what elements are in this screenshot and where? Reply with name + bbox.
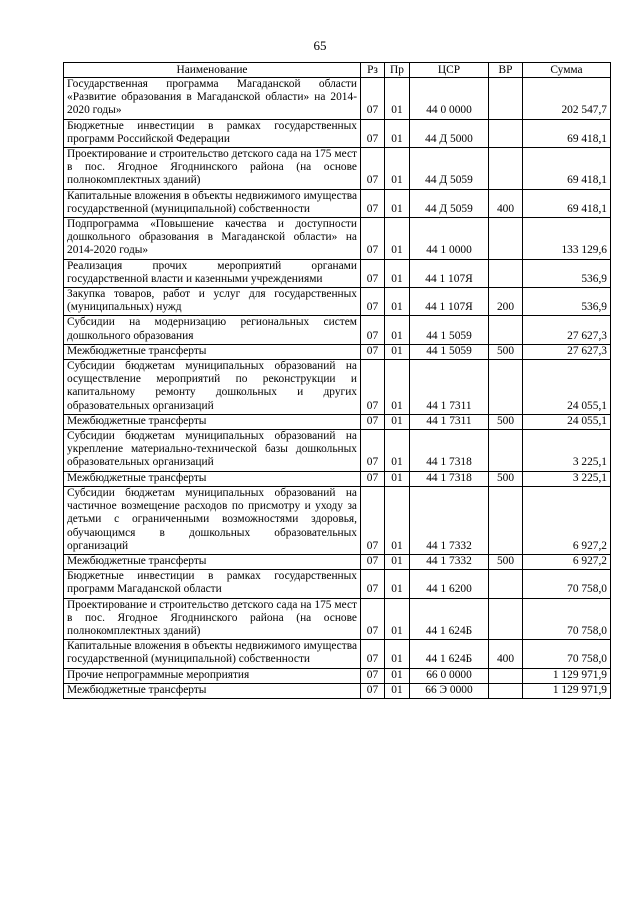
cell-csr: 44 1 6200: [410, 570, 489, 598]
cell-pr: 01: [385, 316, 410, 344]
cell-sum: 6 927,2: [523, 486, 611, 554]
cell-pr: 01: [385, 119, 410, 147]
cell-name: Бюджетные инвестиции в рамках государственных программ Магаданской области: [64, 570, 361, 598]
cell-vr: [489, 148, 523, 190]
cell-vr: [489, 486, 523, 554]
table-row: [64, 316, 611, 344]
cell-rz: 07: [361, 78, 385, 120]
table-row: [64, 570, 611, 598]
cell-sum: 69 418,1: [523, 189, 611, 217]
cell-pr: 01: [385, 189, 410, 217]
cell-sum: 133 129,6: [523, 218, 611, 260]
cell-name: Реализация прочих мероприятий органами государственной власти и казенными учреждениями: [64, 259, 361, 287]
page-number: 65: [313, 38, 327, 53]
cell-rz: 07: [361, 218, 385, 260]
cell-rz: 07: [361, 430, 385, 472]
cell-sum: 24 055,1: [523, 360, 611, 415]
cell-rz: 07: [361, 344, 385, 359]
cell-pr: 01: [385, 554, 410, 569]
table-row: [64, 344, 611, 359]
cell-sum: 69 418,1: [523, 119, 611, 147]
cell-name: Прочие непрограммные мероприятия: [64, 668, 361, 683]
cell-vr: [489, 78, 523, 120]
table-row: [64, 259, 611, 287]
table-row: [64, 486, 611, 554]
cell-rz: 07: [361, 570, 385, 598]
cell-pr: 01: [385, 78, 410, 120]
cell-vr: 500: [489, 414, 523, 429]
cell-csr: 44 1 0000: [410, 218, 489, 260]
cell-sum: 6 927,2: [523, 554, 611, 569]
cell-vr: [489, 119, 523, 147]
cell-pr: 01: [385, 471, 410, 486]
cell-pr: 01: [385, 414, 410, 429]
cell-name: Субсидии на модернизацию региональных систем дошкольного образования: [64, 316, 361, 344]
table-row: [64, 668, 611, 683]
cell-sum: 69 418,1: [523, 148, 611, 190]
cell-name: Закупка товаров, работ и услуг для государственных (муниципальных) нужд: [64, 288, 361, 316]
cell-pr: 01: [385, 486, 410, 554]
cell-csr: 44 1 7332: [410, 486, 489, 554]
cell-pr: 01: [385, 344, 410, 359]
cell-csr: 44 0 0000: [410, 78, 489, 120]
cell-rz: 07: [361, 148, 385, 190]
cell-name: Межбюджетные трансферты: [64, 683, 361, 698]
table-row: [64, 288, 611, 316]
cell-name: Бюджетные инвестиции в рамках государственных программ Российской Федерации: [64, 119, 361, 147]
cell-name: Капитальные вложения в объекты недвижимого имущества государственной (муниципальной) собственности: [64, 189, 361, 217]
cell-sum: 3 225,1: [523, 471, 611, 486]
cell-pr: 01: [385, 683, 410, 698]
cell-name: Межбюджетные трансферты: [64, 344, 361, 359]
cell-vr: [489, 218, 523, 260]
cell-name: Субсидии бюджетам муниципальных образований на частичное возмещение расходов по присмотру и уходу за детьми с ограниченными возможностями здоровья, обучающимся в дошкольных образовательных организаций: [64, 486, 361, 554]
cell-pr: 01: [385, 598, 410, 640]
cell-vr: [489, 683, 523, 698]
header-rz: Рз: [361, 63, 385, 78]
cell-rz: 07: [361, 598, 385, 640]
cell-rz: 07: [361, 360, 385, 415]
header-vr: ВР: [489, 63, 523, 78]
cell-name: Подпрограмма «Повышение качества и доступности дошкольного образования в Магаданской области» на 2014-2020 годы»: [64, 218, 361, 260]
cell-sum: 70 758,0: [523, 570, 611, 598]
table-row: [64, 640, 611, 668]
cell-name: Государственная программа Магаданской области «Развитие образования в Магаданской области» на 2014-2020 годы»: [64, 78, 361, 120]
cell-csr: 44 1 5059: [410, 344, 489, 359]
cell-name: Субсидии бюджетам муниципальных образований на осуществление мероприятий по реконструкции и капитальному ремонту дошкольных и других образовательных организаций: [64, 360, 361, 415]
cell-vr: [489, 570, 523, 598]
cell-sum: 202 547,7: [523, 78, 611, 120]
cell-csr: 44 1 107Я: [410, 259, 489, 287]
budget-table: [63, 62, 611, 699]
cell-rz: 07: [361, 189, 385, 217]
cell-vr: 400: [489, 189, 523, 217]
cell-csr: 44 1 624Б: [410, 598, 489, 640]
table-row: [64, 78, 611, 120]
cell-vr: [489, 668, 523, 683]
cell-csr: 44 1 7311: [410, 360, 489, 415]
cell-csr: 44 1 7311: [410, 414, 489, 429]
table-row: [64, 683, 611, 698]
cell-pr: 01: [385, 148, 410, 190]
cell-sum: 1 129 971,9: [523, 668, 611, 683]
cell-csr: 44 Д 5000: [410, 119, 489, 147]
cell-csr: 44 1 107Я: [410, 288, 489, 316]
cell-name: Проектирование и строительство детского сада на 175 мест в пос. Ягодное Ягоднинского района (на основе полнокомплектных зданий): [64, 598, 361, 640]
cell-pr: 01: [385, 570, 410, 598]
cell-csr: 66 0 0000: [410, 668, 489, 683]
cell-csr: 66 Э 0000: [410, 683, 489, 698]
cell-sum: 27 627,3: [523, 344, 611, 359]
cell-sum: 3 225,1: [523, 430, 611, 472]
cell-name: Межбюджетные трансферты: [64, 554, 361, 569]
table-row: [64, 189, 611, 217]
cell-pr: 01: [385, 360, 410, 415]
table-row: [64, 414, 611, 429]
header-name: Наименование: [64, 63, 361, 78]
cell-rz: 07: [361, 471, 385, 486]
cell-rz: 07: [361, 683, 385, 698]
cell-rz: 07: [361, 316, 385, 344]
cell-name: Субсидии бюджетам муниципальных образований на укрепление материально-технической базы дошкольных образовательных организаций: [64, 430, 361, 472]
cell-vr: 500: [489, 344, 523, 359]
header-csr: ЦСР: [410, 63, 489, 78]
cell-name: Капитальные вложения в объекты недвижимого имущества государственной (муниципальной) собственности: [64, 640, 361, 668]
cell-vr: [489, 430, 523, 472]
cell-rz: 07: [361, 288, 385, 316]
cell-rz: 07: [361, 668, 385, 683]
cell-csr: 44 1 7318: [410, 430, 489, 472]
cell-vr: [489, 259, 523, 287]
cell-sum: 536,9: [523, 288, 611, 316]
cell-sum: 24 055,1: [523, 414, 611, 429]
table-header-row: [64, 63, 611, 78]
cell-csr: 44 Д 5059: [410, 148, 489, 190]
cell-pr: 01: [385, 259, 410, 287]
cell-rz: 07: [361, 554, 385, 569]
cell-vr: 200: [489, 288, 523, 316]
cell-rz: 07: [361, 259, 385, 287]
cell-vr: [489, 316, 523, 344]
cell-name: Проектирование и строительство детского сада на 175 мест в пос. Ягодное Ягоднинского района (на основе полнокомплектных зданий): [64, 148, 361, 190]
cell-rz: 07: [361, 414, 385, 429]
cell-pr: 01: [385, 640, 410, 668]
cell-sum: 70 758,0: [523, 598, 611, 640]
cell-sum: 1 129 971,9: [523, 683, 611, 698]
cell-sum: 27 627,3: [523, 316, 611, 344]
cell-pr: 01: [385, 668, 410, 683]
cell-csr: 44 1 5059: [410, 316, 489, 344]
cell-rz: 07: [361, 119, 385, 147]
table-row: [64, 360, 611, 415]
cell-vr: [489, 360, 523, 415]
cell-pr: 01: [385, 288, 410, 316]
cell-rz: 07: [361, 640, 385, 668]
cell-csr: 44 Д 5059: [410, 189, 489, 217]
cell-pr: 01: [385, 430, 410, 472]
cell-sum: 536,9: [523, 259, 611, 287]
table-row: [64, 430, 611, 472]
table-row: [64, 119, 611, 147]
table-row: [64, 471, 611, 486]
cell-vr: 500: [489, 471, 523, 486]
cell-csr: 44 1 7318: [410, 471, 489, 486]
cell-rz: 07: [361, 486, 385, 554]
cell-csr: 44 1 7332: [410, 554, 489, 569]
header-pr: Пр: [385, 63, 410, 78]
cell-name: Межбюджетные трансферты: [64, 471, 361, 486]
table-row: [64, 218, 611, 260]
table-row: [64, 598, 611, 640]
cell-name: Межбюджетные трансферты: [64, 414, 361, 429]
header-sum: Сумма: [523, 63, 611, 78]
cell-vr: 500: [489, 554, 523, 569]
cell-csr: 44 1 624Б: [410, 640, 489, 668]
cell-sum: 70 758,0: [523, 640, 611, 668]
cell-pr: 01: [385, 218, 410, 260]
table-row: [64, 554, 611, 569]
table-row: [64, 148, 611, 190]
cell-vr: 400: [489, 640, 523, 668]
cell-vr: [489, 598, 523, 640]
